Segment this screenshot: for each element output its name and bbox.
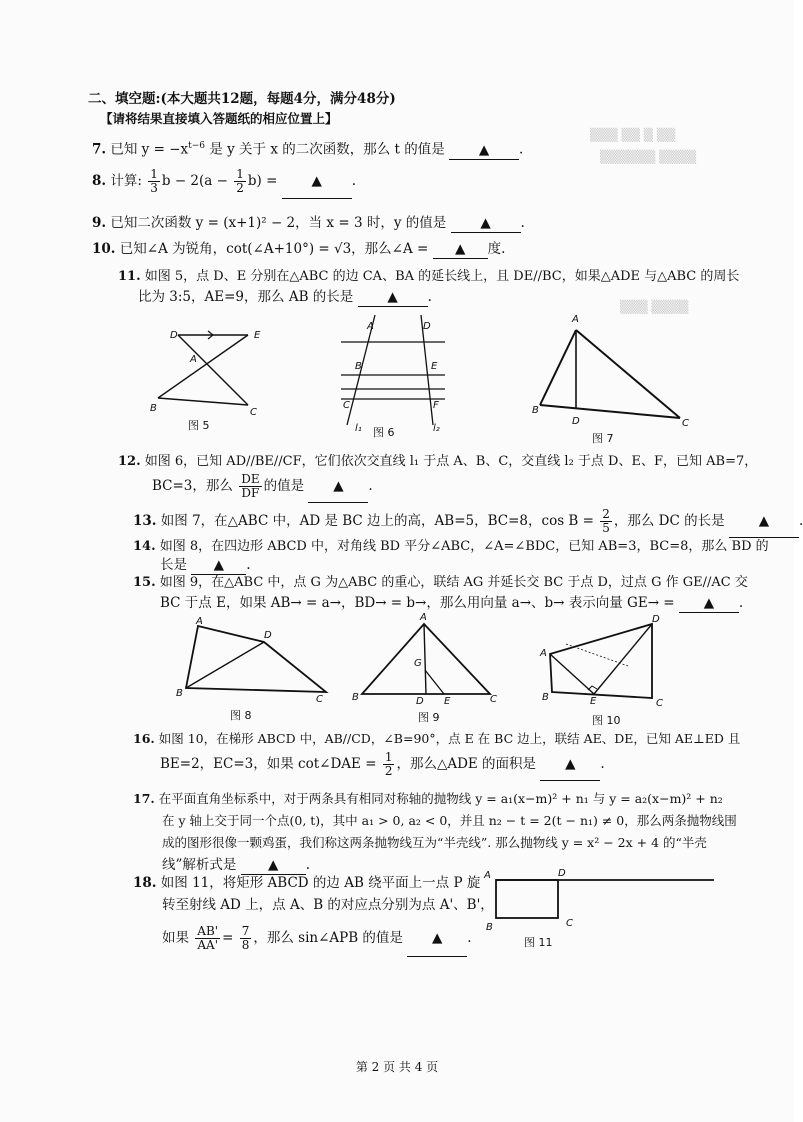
question-9: 9. 已知二次函数 y = (x+1)² − 2，当 x = 3 时，y 的值是 ▲ . [92, 215, 525, 231]
label-c: C [566, 918, 573, 929]
rectangle-abcd [496, 880, 558, 918]
segment-bc [158, 398, 248, 405]
segment-de [594, 624, 652, 694]
label-d: D [170, 330, 178, 341]
answer-blank-17[interactable]: ▲ [241, 856, 306, 875]
label-a: A [196, 616, 203, 627]
question-10: 10. 已知∠A 为锐角，cot(∠A+10°) = √3，那么∠A = ▲ 度. [92, 241, 506, 257]
figure-5 [150, 325, 270, 425]
figure-10-caption: 图 10 [592, 714, 621, 727]
question-14: 14. 如图 8，在四边形 ABCD 中，对角线 BD 平分∠ABC，∠A=∠BDC，已知 AB=3，BC=8，那么 BD 的 [133, 539, 769, 554]
answer-blank-12[interactable]: ▲ [308, 470, 368, 503]
bleed-through-text: ▒▒▒▒▒▒ ▒▒▒▒ [600, 150, 697, 164]
segment-ac [576, 330, 680, 418]
question-8: 8. 计算: $\frac{1}{3}$ b − 2(a − $\frac{1}{2}$ b) = ▲ . [92, 164, 356, 199]
figure-10 [540, 614, 665, 709]
answer-blank-7[interactable]: ▲ [449, 141, 519, 160]
label-b: B [352, 692, 359, 703]
label-b: B [532, 405, 539, 416]
question-15: 15. 如图 9，在△ABC 中，点 G 为△ABC 的重心，联结 AG 并延长交 BC 于点 D，过点 G 作 GE//AC 交 [133, 575, 748, 590]
figure-9-caption: 图 9 [418, 711, 440, 724]
label-d: D [558, 868, 566, 879]
figure-11 [482, 866, 722, 941]
segment-ae [550, 654, 594, 694]
diagonal-bd [186, 642, 264, 688]
label-a: A [540, 648, 547, 659]
question-18-line3: 如果 $\frac{AB'}{AA'}$ = $\frac{7}{8}$ ，那么 sin∠APB 的值是 ▲ . [162, 920, 472, 957]
question-14-line2: 长是 ▲ . [160, 557, 251, 573]
question-12-line2: BC=3，那么 $\frac{DE}{DF}$ 的值是 ▲ . [152, 470, 373, 503]
answer-blank-18[interactable]: ▲ [407, 920, 467, 957]
label-d: D [423, 321, 431, 332]
label-a: A [572, 314, 579, 325]
question-18: 18. 如图 11，将矩形 ABCD 的边 AB 绕平面上一点 P 旋 [133, 875, 481, 891]
segment-ab [540, 330, 576, 405]
figure-5-caption: 图 5 [188, 419, 210, 432]
answer-blank-14[interactable]: ▲ [191, 556, 246, 575]
question-12: 12. 如图 6，已知 AD//BE//CF，它们依次交直线 l₁ 于点 A、B、C，交直线 l₂ 于点 D、E、F，已知 AB=7， [118, 454, 758, 469]
answer-blank-10[interactable]: ▲ [433, 240, 488, 259]
label-d: D [416, 696, 424, 707]
question-11-line2: 比为 3:5，AE=9，那么 AB 的长是 ▲ . [138, 289, 432, 305]
question-17: 17. 在平面直角坐标系中，对于两条具有相同对称轴的抛物线 y = a₁(x−m)² + n₁ 与 y = a₂(x−m)² + n₂ [133, 791, 723, 806]
label-a: A [367, 321, 374, 332]
label-e: E [444, 696, 451, 707]
label-d: D [572, 416, 580, 427]
answer-blank-9[interactable]: ▲ [451, 214, 521, 233]
label-c: C [656, 698, 663, 709]
label-f: F [433, 400, 439, 411]
label-d: D [264, 630, 272, 641]
answer-blank-8[interactable]: ▲ [282, 164, 352, 199]
label-l1: l₁ [355, 423, 362, 434]
label-a: A [484, 870, 491, 881]
label-a: A [190, 354, 197, 365]
label-c: C [682, 418, 689, 429]
label-b: B [150, 403, 157, 414]
label-e: E [590, 696, 597, 707]
label-c: C [490, 694, 497, 705]
label-b: B [542, 692, 549, 703]
figure-7 [532, 310, 702, 430]
segment-ge [425, 670, 444, 694]
label-a: A [420, 612, 427, 623]
answer-blank-15[interactable]: ▲ [679, 594, 739, 613]
question-17-line4: 线”解析式是 ▲ . [162, 857, 310, 873]
bleed-through-text: ▒▒▒ ▒▒▒▒ [620, 300, 689, 314]
section-instruction: 【请将结果直接填入答题纸的相应位置上】 [100, 111, 338, 126]
question-16: 16. 如图 10，在梯形 ABCD 中，AB//CD，∠B=90°，点 E 在 BC 边上，联结 AE、DE，已知 AE⊥ED 且 [133, 731, 741, 746]
segment-bc [540, 405, 680, 418]
figure-6-caption: 图 6 [373, 426, 395, 439]
figure-8 [176, 616, 336, 705]
label-d: D [652, 614, 660, 625]
bleed-through-text: ▒▒▒ ▒▒ ▒ ▒▒ [590, 128, 676, 142]
question-16-line2: BE=2，EC=3，如果 cot∠DAE = $\frac{1}{2}$ ，那么△ADE 的面积是 ▲ . [160, 748, 605, 781]
figure-6 [335, 315, 455, 435]
segment-dc [178, 335, 248, 405]
segment-eb [158, 335, 248, 398]
answer-blank-13[interactable]: ▲ [729, 505, 799, 538]
label-l2: l₂ [433, 423, 440, 434]
label-b: B [486, 922, 493, 933]
figure-9 [352, 612, 502, 707]
median-ad [424, 624, 426, 694]
trapezoid-abcd [550, 624, 652, 698]
label-b: B [176, 688, 183, 699]
label-g: G [414, 658, 422, 669]
answer-blank-16[interactable]: ▲ [540, 748, 600, 781]
label-c: C [250, 407, 257, 418]
label-b: B [355, 361, 362, 372]
label-c: C [343, 400, 350, 411]
figure-7-caption: 图 7 [592, 432, 614, 445]
label-e: E [431, 361, 438, 372]
label-c: C [316, 694, 323, 705]
label-e: E [254, 330, 261, 341]
quadrilateral-abcd [186, 626, 326, 692]
question-11: 11. 如图 5，点 D、E 分别在△ABC 的边 CA、BA 的延长线上，且 DE//BC，如果△ADE 与△ABC 的周长 [118, 269, 740, 284]
question-17-line3: 成的图形很像一颗鸡蛋，我们称这两条抛物线互为“半壳线”. 那么抛物线 y = x² − 2x + 4 的“半壳 [162, 835, 707, 850]
question-7: 7. 已知 $y = -x^{t-6}$ 是 y 关于 x 的二次函数，那么 t 的值是 ▲ . [92, 141, 524, 158]
figure-8-caption: 图 8 [230, 709, 252, 722]
figure-11-caption: 图 11 [524, 936, 553, 949]
question-13: 13. 如图 7，在△ABC 中，AD 是 BC 边上的高，AB=5，BC=8，cos B = $\frac{2}{5}$ ，那么 DC 的长是 ▲ . [133, 505, 803, 538]
answer-blank-11[interactable]: ▲ [358, 288, 428, 307]
page-footer: 第 2 页 共 4 页 [355, 1060, 439, 1074]
section-heading: 二、填空题:(本大题共12题，每题4分，满分48分) [88, 91, 396, 107]
question-17-line2: 在 y 轴上交于同一个点(0, t)，其中 a₁ > 0, a₂ < 0，并且 n₂ − t = 2(t − n₁) ≠ 0，那么两条抛物线围 [162, 813, 737, 828]
hidden-line [566, 644, 628, 666]
question-18-line2: 转至射线 AD 上，点 A、B 的对应点分别为点 A'、B'， [162, 897, 494, 913]
question-15-line2: BC 于点 E，如果 AB→ = a→，BD→ = b→，那么用向量 a→、b→ 表示向量 GE→ = ▲ . [160, 595, 744, 611]
